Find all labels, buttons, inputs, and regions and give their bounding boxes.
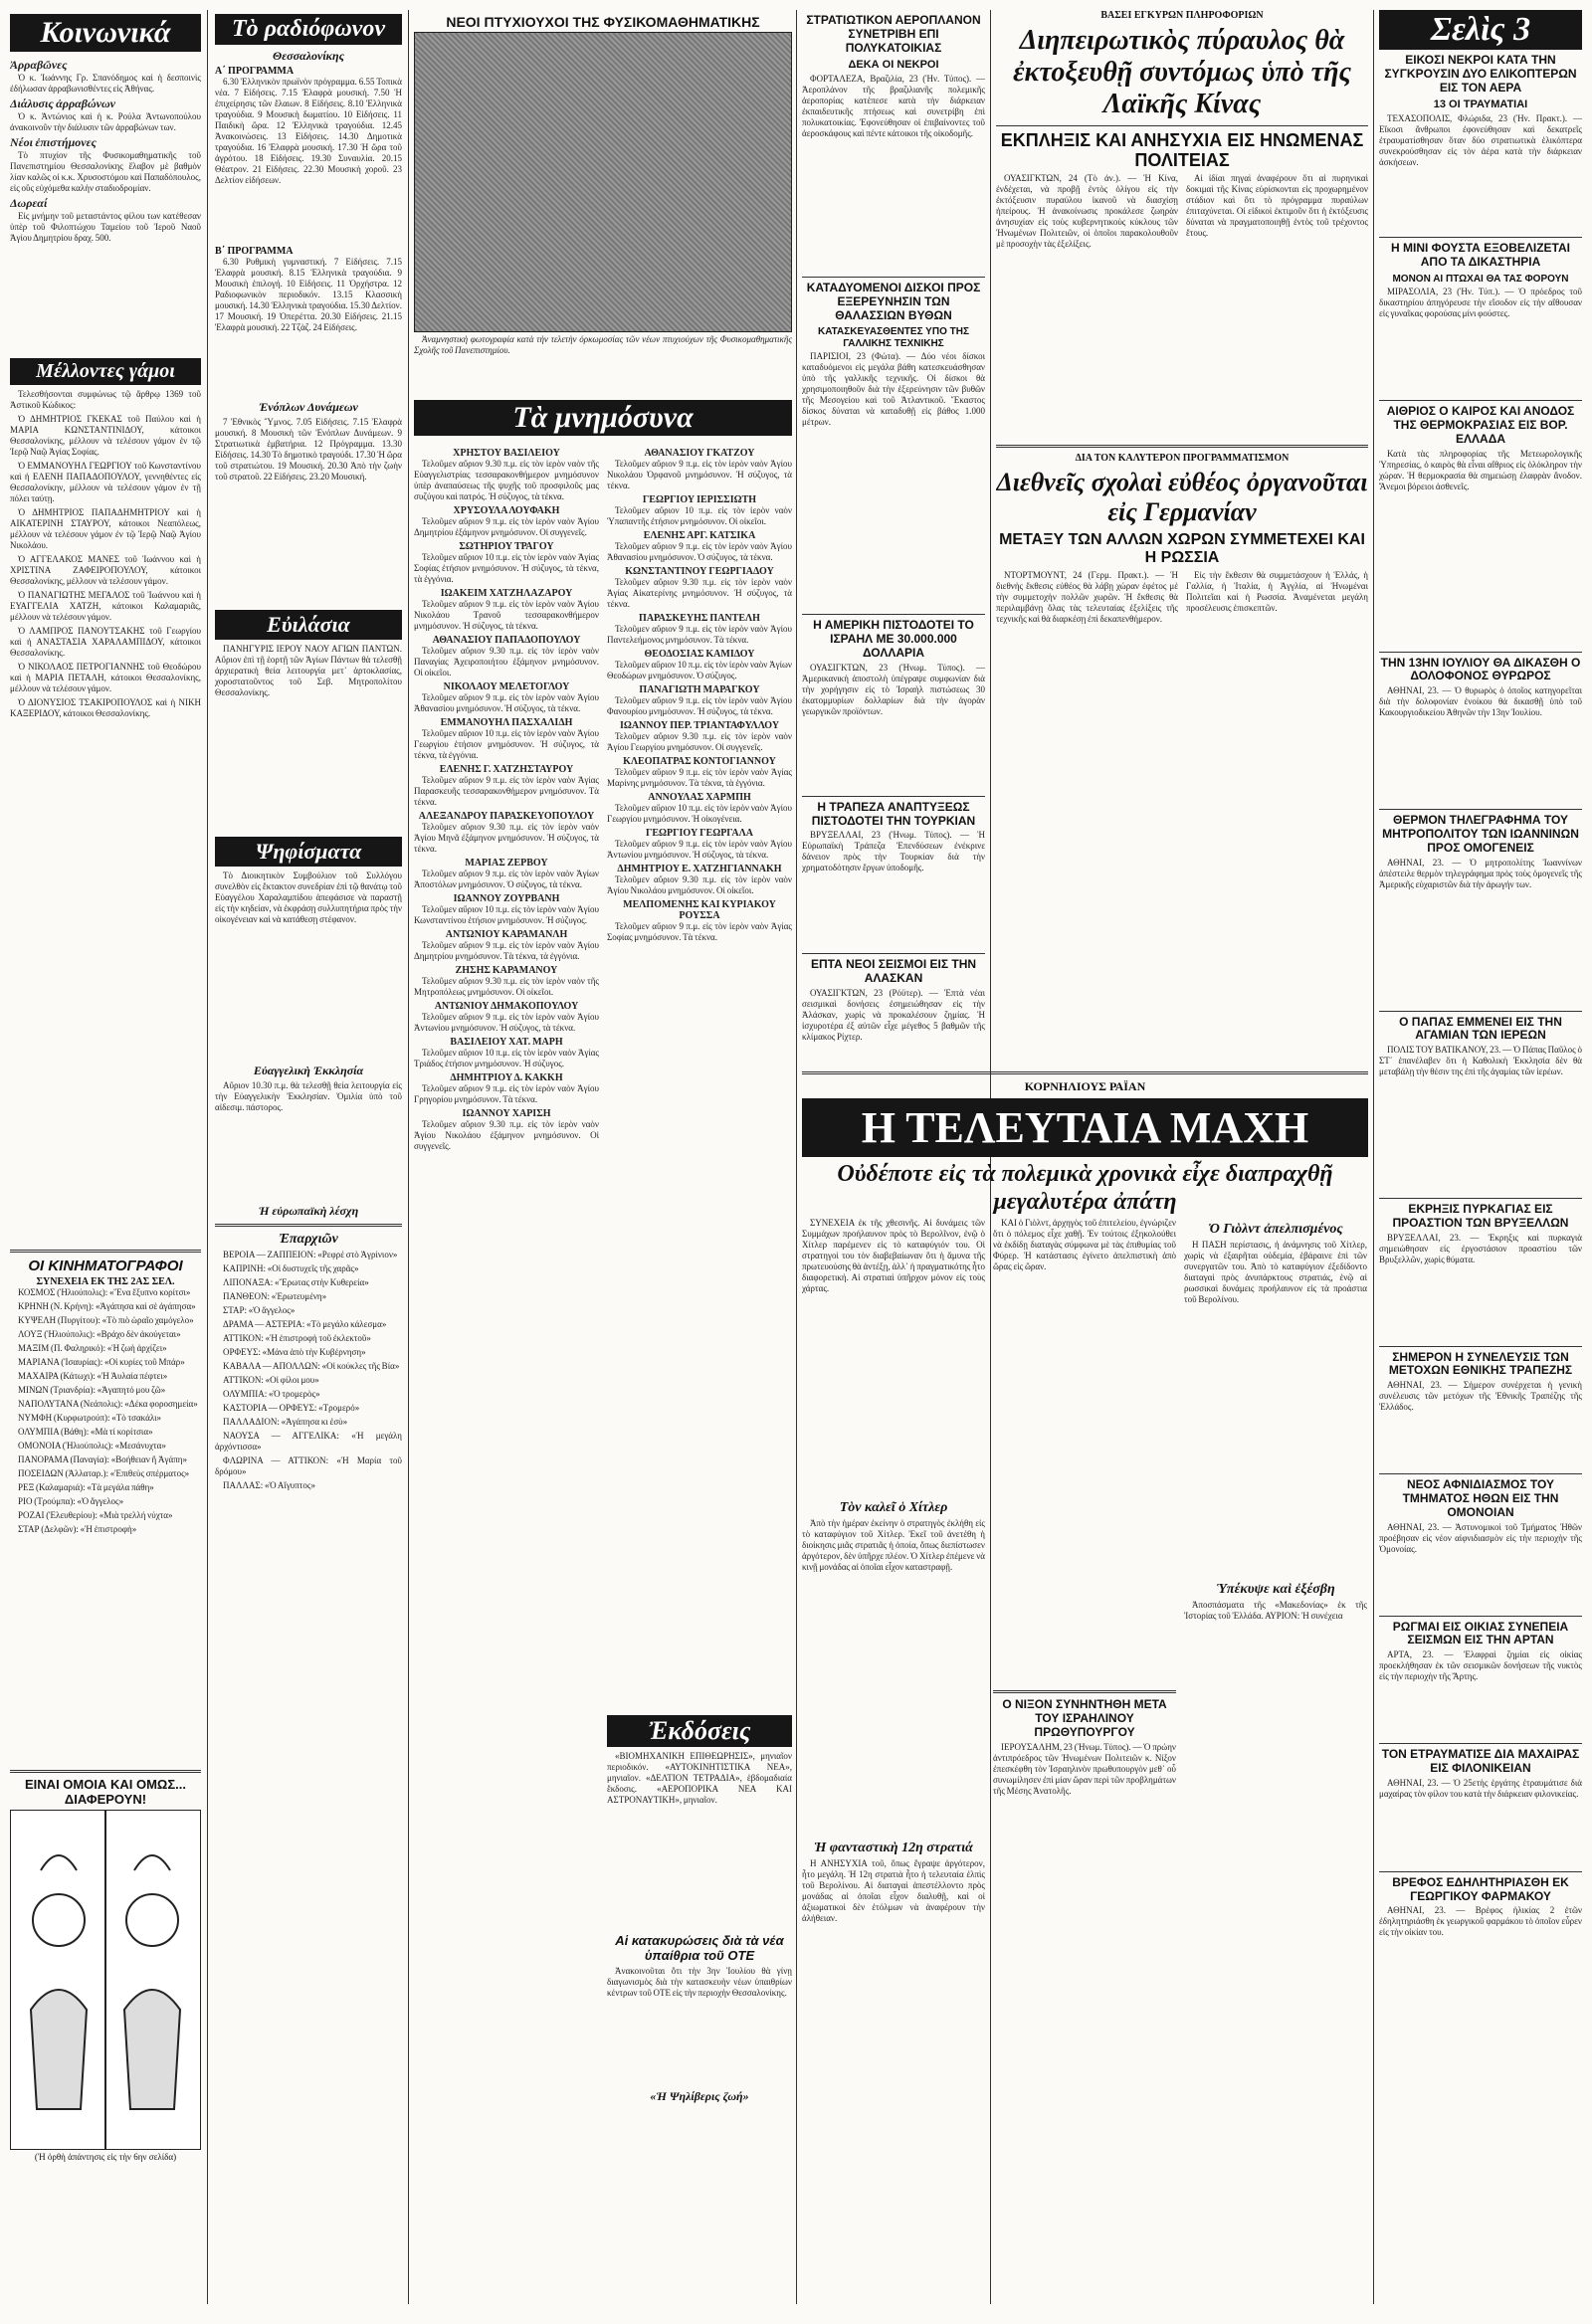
editions-text: «ΒΙΟΜΗΧΑΝΙΚΗ ΕΠΙΘΕΩΡΗΣΙΣ», μηνιαῖον περιοδικόν. «ΑΥΤΟΚΙΝΗΤΙΣΤΙΚΑ ΝΕΑ», μηνιαῖον. «ΔΕΛΤΙΟΝ ΤΕΤΡΑΔΙΑ», ἑβδομαδιαία ἔκδοσις. «ΑΕΡΟΠΟΡΙΚΑ ΝΕΑ ΚΑΙ ΑΣΤΡΟΝΑΥΤΙΚΗ», μηνιαῖον. (607, 1751, 792, 1805)
cinema-item: ΜΙΝΩΝ (Τριανδρία): «Ἀγαπητό μου ζῶ» (18, 1385, 166, 1396)
germany-subhead: ΜΕΤΑΞΥ ΤΩΝ ΑΛΛΩΝ ΧΩΡΩΝ ΣΥΜΜΕΤΕΧΕΙ ΚΑΙ Η ΡΩΣΣΙΑ (999, 530, 1365, 567)
votes-title: Ψηφίσματα (215, 837, 402, 867)
pope-text: ΠΟΛΙΣ ΤΟΥ ΒΑΤΙΚΑΝΟΥ, 23. — Ὁ Πάπας Παῦλος ὁ ΣΤ΄ ἐπανέλαβεν ὅτι ἡ Καθολικὴ Ἐκκλησία δὲν θὰ μεταβάλῃ τὴν θέσιν της ἐπὶ τῆς ἀγαμίας τῶν ἱερέων. (1379, 1045, 1582, 1077)
china-headline: Διηπειρωτικὸς πύραυλος θὰ ἐκτοξευθῇ συντόμως ὑπὸ τῆς Λαϊκῆς Κίνας (1013, 25, 1351, 120)
memorial-name: ΑΝΝΟΥΛΑΣ ΧΑΡΜΠΗ (648, 792, 751, 803)
announcements-text: ΠΑΝΗΓΥΡΙΣ ΙΕΡΟΥ ΝΑΟΥ ΑΓΙΩΝ ΠΑΝΤΩΝ. Αὔριον ἐπὶ τῇ ἑορτῇ τῶν Ἁγίων Πάντων θὰ τελεσθῇ ἀρχιερατικὴ θεία λειτουργία μετ᾽ ἀρτοκλασίας, χοροστατοῦντος τοῦ Σεβ. Μητροπολίτου Θεσσαλονίκης. (215, 644, 402, 697)
cartoon-drawing (11, 1811, 200, 2149)
province-item: ΑΤΤΙΚΟΝ: «Οἱ φίλοι μου» (223, 1375, 319, 1385)
radio-sub: Θεσσαλονίκης (273, 49, 344, 63)
memorial-text: Τελοῦμεν αὔριον 9 π.μ. εἰς τὸν ἱερὸν ναὸν Ἁγίας Παρασκευῆς τεσσαρακονθήμερον μνημόσυνον. Τὰ τέκνα. (414, 775, 599, 807)
votes-text: Τὸ Διοικητικὸν Συμβούλιον τοῦ Συλλόγου συνελθὸν εἰς ἔκτακτον συνεδρίαν ἐπὶ τῷ θανάτῳ τοῦ Εὐαγγέλου Χαραλαμπίδου ἀπεφάσισε νὰ παραστῇ εἰς τὴν κηδείαν, νὰ ἐκφράσῃ συλλυπητήρια πρὸς τὴν οἰκογένειαν καὶ νὰ κατάθεσῃ στέφανον. (215, 871, 402, 924)
memorial-text: Τελοῦμεν αὔριον 9.30 π.μ. εἰς τὸν ἱερὸν ναὸν τῆς Μητροπόλεως μνημόσυνον. Οἱ οἰκεῖοι. (414, 976, 599, 997)
memorial-name: ΑΘΑΝΑΣΙΟΥ ΓΚΑΤΖΟΥ (644, 448, 755, 459)
serial-text-3: Η ΑΝΗΣΥΧΙΑ τοῦ, ὅπως ἔγραψε ἀργότερον, ἦτο μεγάλη. Ἡ 12η στρατιὰ ἦτο ἡ τελευταία ἐλπὶς τοῦ Βερολίνου. Αἱ διαταγαὶ ἀπεστέλλοντο πρὸς μονάδας αἱ ὁποῖαι εἶχον διαλυθῇ, καὶ οἱ ἀξιωματικοὶ δὲν ἐτόλμων νὰ ἀναφέρουν τὴν ἀλήθειαν. (802, 1858, 985, 1924)
social-masthead: Κοινωνικά (10, 14, 201, 52)
memorial-name: ΚΛΕΟΠΑΤΡΑΣ ΚΟΝΤΟΓΙΑΝΝΟΥ (623, 756, 776, 767)
memorial-name: ΑΛΕΞΑΝΔΡΟΥ ΠΑΡΑΣΚΕΥΟΠΟΥΛΟΥ (418, 811, 595, 822)
memorials-title: Τὰ μνημόσυνα (414, 400, 792, 436)
memorial-name: ΑΝΤΩΝΙΟΥ ΚΑΡΑΜΑΝΛΗ (445, 929, 568, 940)
serial-text-2: Ἀπὸ τὴν ἡμέραν ἐκείνην ὁ στρατηγὸς ἐκλήθη εἰς τὸ καταφύγιον τοῦ Χίτλερ. Ἐκεῖ τοῦ ἀνετέθη ἡ διοίκησις μιᾶς στρατιᾶς ἡ ὁποία, ὅπως διεπίστωσεν ἀργότερον, δὲν ὑπῆρχε πλέον. Ὁ Χίτλερ ἐπέμενε νὰ κινῇ μονάδας αἱ ὁποῖαι εἶχον καταστραφῇ. (802, 1518, 985, 1573)
memorial-name: ΕΛΕΝΗΣ ΑΡΓ. ΚΑΤΣΙΚΑ (643, 530, 756, 541)
memorial-name: ΕΜΜΑΝΟΥΗΛ ΠΑΣΧΑΛΙΔΗ (440, 717, 573, 728)
cinema-item: ΟΛΥΜΠΙΑ (Βάθη): «Μὰ τί κορίτσια» (18, 1427, 153, 1438)
china-kicker: ΒΑΣΕΙ ΕΓΚΥΡΩΝ ΠΛΗΡΟΦΟΡΙΩΝ (1100, 10, 1264, 21)
serial-subtitle: Οὐδέποτε εἰς τὰ πολεμικὰ χρονικὰ εἶχε διαπραχθῇ μεγαλυτέρα ἀπάτη (837, 1161, 1333, 1215)
section-text: Ὁ κ. Ἀντώνιος καὶ ἡ κ. Ρούλα Ἀντωνοπούλου ἀνακοινοῦν τὴν διάλυσιν τῶν ἀρραβώνων των. (10, 111, 201, 132)
province-item: ΠΑΛΛΑΣ: «Ὁ Αἴγυπτος» (223, 1480, 315, 1490)
armed-forces-text: 7 Ἐθνικὸς Ὕμνος. 7.05 Εἰδήσεις. 7.15 Ἐλαφρὰ μουσική. 8 Μουσικὴ τῶν Ἐνόπλων Δυνάμεων. 9 Στρατιωτικὰ ἐμβατήρια. 12 Πρόγραμμα. 13.30 Εἰδήσεις. 14.30 Τὸ δημοτικὸ τραγούδι. 17.30 Ἡ ὥρα τοῦ στρατιώτου. 19 Μουσική. 20.30 Ἀπὸ τὴν ζωὴν τοῦ στρατοῦ. 22 Εἰδήσεις. 23.20 Μουσική. (215, 417, 402, 482)
memorial-name: ΜΑΡΙΑΣ ΖΕΡΒΟΥ (465, 858, 548, 869)
skirt-text: ΜΙΡΑΣΟΛΙΑ, 23 (Ἠν. Τύπ.). — Ὁ πρόεδρος τοῦ δικαστηρίου ἀπηγόρευσε τὴν εἴσοδον εἰς τὴν αἴθουσαν εἰς γυναῖκας φορούσας μίνι φούστες. (1379, 287, 1582, 319)
province-item: ΚΑΒΑΛΑ — ΑΠΟΛΛΩΝ: «Οἱ κούκλες τῆς Βία» (223, 1361, 400, 1371)
cinema-item: ΡΟΖΑΙ (Ἐλευθερίου): «Μιὰ τρελλή νύχτα» (18, 1510, 173, 1521)
cinema-item: ΟΜΟΝΟΙΑ (Ἡλιούπολις): «Μεσάνυχτα» (18, 1441, 166, 1452)
wedding-item: Ὁ ΛΑΜΠΡΟΣ ΠΑΝΟΥΤΣΑΚΗΣ τοῦ Γεωργίου καὶ ἡ ΑΝΑΣΤΑΣΙΑ ΧΑΡΑΛΑΜΠΙΔΟΥ, κάτοικοι Θεσσαλονίκης. (10, 626, 201, 658)
section-title: Ἀρραβῶνες (10, 58, 68, 72)
provinces-list (215, 1250, 402, 1807)
memorial-text: Τελοῦμεν αὔριον 9 π.μ. εἰς τὸν ἱερὸν ναὸν Ἁγίου Ἀντωνίου μνημόσυνον. Ἡ σύζυγος, τὰ τέκνα. (607, 839, 792, 860)
memorial-text: Τελοῦμεν αὔριον 9.30 π.μ. εἰς τὸν ἱερὸν ναὸν τῆς Εὐαγγελιστρίας τεσσαρακονθήμερον μνημόσυνον ὑπὲρ ἀναπαύσεως τῆς ψυχῆς τοῦ προσφιλοῦς μας συζύγου καὶ πατρός. Ἡ σύζυγος, τὰ τέκνα. (414, 459, 599, 501)
nixon-title: Ο ΝΙΞΟΝ ΣΥΝΗΝΤΗΘΗ ΜΕΤΑ ΤΟΥ ΙΣΡΑΗΛΙΝΟΥ ΠΡΩΘΥΠΟΥΡΓΟΥ (1002, 1697, 1167, 1739)
cracks-text: ΑΡΤΑ, 23. — Ἐλαφραὶ ζημίαι εἰς οἰκίας προεκλήθησαν ἐκ τῶν σεισμικῶν δονήσεων τῆς νυκτὸς εἰς τὴν περιοχὴν τῆς Ἄρτης. (1379, 1649, 1582, 1682)
memorial-text: Τελοῦμεν αὔριον 10 π.μ. εἰς τὸν ἱερὸν ναὸν Ἁγίου Κωνσταντίνου ἐτήσιον μνημόσυνον. Ἡ σύζυγος. (414, 904, 599, 925)
section-text: Τὸ πτυχίον τῆς Φυσικομαθηματικῆς τοῦ Πανεπιστημίου Θεσσαλονίκης ἔλαβον μὲ βαθμὸν λίαν καλῶς οἱ κ.κ. Χρυσοστόμου καὶ Παπαδόπουλος, εἰς οὓς εὐχόμεθα καλὴν σταδιοδρομίαν. (10, 150, 201, 193)
cracks-title: ΡΩΓΜΑΙ ΕΙΣ ΟΙΚΙΑΣ ΣΥΝΕΠΕΙΑ ΣΕΙΣΜΩΝ ΕΙΣ ΤΗΝ ΑΡΤΑΝ (1392, 1619, 1569, 1647)
club-title: Ἡ εὐρωπαϊκὴ λέσχη (258, 1204, 359, 1218)
province-item: ΒΕΡΟΙΑ — ΖΑΠΠΕΙΟΝ: «Ρεφρέ στὸ Ἀγρίνιον» (223, 1250, 398, 1259)
memorial-text: Τελοῦμεν αὔριον 9.30 π.μ. εἰς τὸν ἱερὸν ναὸν Ἁγίου Νικολάου μνημόσυνον. Οἱ οἰκεῖοι. (607, 874, 792, 895)
cartoon-footer: (Ἡ ὀρθὴ ἀπάντησις εἰς τὴν 6ην σελίδα) (34, 2152, 177, 2163)
memorial-text: Τελοῦμεν αὔριον 9 π.μ. εἰς τὸν ἱερὸν ναὸν Ἁγίου Ἀθανασίου μνημόσυνον. Ὁ σύζυγος, τὰ τέκνα. (607, 541, 792, 562)
serial-footer: Ἀποσπάσματα τῆς «Μακεδονίας» ἐκ τῆς Ἱστορίας τοῦ Ἐλλάδα. ΑΥΡΙΟΝ: Ἡ συνέχεια (1184, 1600, 1367, 1622)
cinema-item: ΚΥΨΕΛΗ (Πυργίτου): «Τὸ πιὸ ὡραῖο χαμόγελο» (18, 1315, 194, 1326)
cinema-item: ΡΙΟ (Τρούμπα): «Ὁ ἄγγελος» (18, 1496, 124, 1507)
province-item: ΣΤΑΡ: «Ὁ ἄγγελος» (223, 1305, 296, 1315)
column-rule (408, 10, 409, 2304)
cinema-item: ΛΟΥΞ (Ἡλιούπολις): «Βράχο δὲν ἀκούγεται» (18, 1329, 181, 1340)
serial-heading-3: Ὁ Γιὸλντ ἀπελπισμένος (1208, 1222, 1343, 1238)
memorial-name: ΘΕΟΔΟΣΙΑΣ ΚΑΜΙΔΟΥ (644, 649, 755, 660)
helicopter-text: ΤΕΧΑΣΟΠΟΛΙΣ, Φλώριδα, 23 (Ἠν. Πρακτ.). — Εἴκοσι ἄνθρωποι ἐφονεύθησαν καὶ δεκατρεῖς ἐτραυματίσθησαν ὅταν δύο στρατιωτικὰ ἑλικόπτερα συνεκρούσθησαν εἰς τὸν ἀέρα κατὰ τὴν διάρκειαν ἀσκήσεων. (1379, 113, 1582, 168)
memorial-text: Τελοῦμεν αὔριον 9 π.μ. εἰς τὸν ἱερὸν ναὸν Ἁγίας Μαρίνης μνημόσυνον. Τὰ τέκνα, τὰ ἐγγόνια. (607, 767, 792, 788)
memorial-name: ΣΩΤΗΡΙΟΥ ΤΡΑΓΟΥ (459, 541, 554, 552)
province-item: ΟΛΥΜΠΙΑ: «Ὁ τρομερὸς» (223, 1389, 320, 1399)
newspaper-page (10, 10, 1582, 2304)
graduates-photo (414, 32, 792, 332)
skirt-sub: ΜΟΝΟΝ ΑΙ ΠΤΩΧΑΙ ΘΑ ΤΑΣ ΦΟΡΟΥΝ (1392, 273, 1569, 285)
memorial-text: Τελοῦμεν αὔριον 9 π.μ. εἰς τὸν ἱερὸν ναὸν Ἁγίου Νικολάου Ὀρφανοῦ μνημόσυνον. Ἡ σύζυγος, τὰ τέκνα. (607, 459, 792, 490)
cinema-title: ΟΙ ΚΙΝΗΜΑΤΟΓΡΑΦΟΙ (28, 1258, 183, 1274)
memorial-name: ΑΘΑΝΑΣΙΟΥ ΠΑΠΑΔΟΠΟΥΛΟΥ (432, 635, 581, 646)
disks-title: ΚΑΤΑΔΥΟΜΕΝΟΙ ΔΙΣΚΟΙ ΠΡΟΣ ΕΞΕΡΕΥΝΗΣΙΝ ΤΩΝ ΘΑΛΑΣΣΙΩΝ ΒΥΘΩΝ (806, 281, 981, 322)
column-news-a (802, 10, 985, 1065)
provinces-title: Ἐπαρχιῶν (279, 1232, 338, 1247)
israel-title: Η ΑΜΕΡΙΚΗ ΠΙΣΤΟΔΟΤΕΙ ΤΟ ΙΣΡΑΗΛ ΜΕ 30.000.000 ΔΟΛΛΑΡΙΑ (813, 618, 974, 661)
province-item: ΑΤΤΙΚΟΝ: «Ἡ ἐπιστροφὴ τοῦ ἐκλεκτοῦ» (223, 1333, 371, 1343)
disks-text: ΠΑΡΙΣΙΟΙ, 23 (Φώτα). — Δύο νέοι δίσκοι καταδυόμενοι εἰς μεγάλα βάθη κατεσκευάσθησαν ὑπὸ τῆς γαλλικῆς τεχνικῆς. Οἱ δίσκοι θὰ χρησιμοποιηθοῦν διὰ τὴν ἐξερεύνησιν τῶν βυθῶν τῆς Μεσογείου καὶ τοῦ Ἀτλαντικοῦ. Ἕκαστος δίσκος δύναται νὰ καταδυθῇ εἰς βάθος 1.000 μέτρων. (802, 351, 985, 428)
cinema-item: ΝΥΜΦΗ (Κυρφωτρούπ): «Τὸ τσακάλι» (18, 1413, 162, 1424)
column-rule (207, 10, 208, 2304)
church-text: Αὔριον 10.30 π.μ. θὰ τελεσθῇ θεία λειτουργία εἰς τὴν Εὐαγγελικὴν Ἐκκλησίαν. Ὁμιλία ὑπὸ τοῦ αἰδεσιμ. πάστορος. (215, 1080, 402, 1112)
wedding-item: Τελεσθήσονται συμφώνως τῷ ἄρθρῳ 1369 τοῦ Ἀστικοῦ Κώδικος: (10, 389, 201, 410)
memorial-name: ΔΗΜΗΤΡΙΟΥ Ε. ΧΑΤΖΗΓΙΑΝΝΑΚΗ (617, 864, 782, 874)
weather-title: ΑΙΘΡΙΟΣ Ο ΚΑΙΡΟΣ ΚΑΙ ΑΝΟΔΟΣ ΤΗΣ ΘΕΡΜΟΚΡΑΣΙΑΣ ΕΙΣ ΒΟΡ. ΕΛΛΑΔΑ (1386, 404, 1575, 446)
trial-text: ΑΘΗΝΑΙ, 23. — Ὁ θυρωρὸς ὁ ὁποῖος κατηγορεῖται διὰ τὴν δολοφονίαν ἐνοίκου θὰ δικασθῇ ὑπὸ τοῦ Κακουργιοδικείου Ἀθηνῶν τὴν 13ην Ἰουλίου. (1379, 685, 1582, 718)
cartoon-image (10, 1810, 201, 2150)
bank-title: Η ΤΡΑΠΕΖΑ ΑΝΑΠΤΥΞΕΩΣ ΠΙΣΤΟΔΟΤΕΙ ΤΗΝ ΤΟΥΡΚΙΑΝ (811, 799, 976, 828)
china-story (996, 10, 1368, 438)
programme-b-title: Β΄ ΠΡΟΓΡΑΜΜΑ (215, 246, 294, 257)
province-item: ΠΑΛΛΑΔΙΟΝ: «Ἀγάπησα κι ἐσὺ» (223, 1417, 348, 1427)
memorial-name: ΙΩΑΝΝΟΥ ΠΕΡ. ΤΡΙΑΝΤΑΦΥΛΛΟΥ (619, 720, 780, 731)
israel-text: ΟΥΑΣΙΓΚΤΩΝ, 23 (Ἠνωμ. Τύπος). — Ἀμερικανικὴ ἀποστολὴ ὑπέγραψε συμφωνίαν διὰ τὴν χορήγησιν εἰς τὸ Ἰσραὴλ πιστώσεως 30 ἑκατομμυρίων δολλαρίων διὰ τὴν ἀγορὰν γεωργικῶν προϊόντων. (802, 662, 985, 716)
otc-text: Ἀνακοινοῦται ὅτι τὴν 3ην Ἰουλίου θὰ γίνῃ διαγωνισμὸς διὰ τὴν κατασκευὴν νέων ὑπαιθρίων κέντρων τοῦ ΟΤΕ εἰς τὴν περιοχὴν Θεσσαλονίκης. (607, 1965, 792, 1998)
bank-meeting-title: ΣΗΜΕΡΟΝ Η ΣΥΝΕΛΕΥΣΙΣ ΤΩΝ ΜΕΤΟΧΩΝ ΕΘΝΙΚΗΣ ΤΡΑΠΕΖΗΣ (1388, 1349, 1573, 1378)
memorial-name: ΠΑΡΑΣΚΕΥΗΣ ΠΑΝΤΕΛΗ (639, 613, 760, 624)
cinema-item: ΜΑΞΙΜ (Π. Φαληρικό): «Ἡ ζωὴ ἀρχίζει» (18, 1343, 167, 1354)
raid-text: ΑΘΗΝΑΙ, 23. — Ἀστυνομικοὶ τοῦ Τμήματος Ἠθῶν προέβησαν εἰς νέον αἰφνιδιασμὸν εἰς τὴν περιοχὴν τῆς Ὁμονοίας. (1379, 1521, 1582, 1554)
nixon-text: ΙΕΡΟΥΣΑΛΗΜ, 23 (Ἠνωμ. Τύπος). — Ὁ πρώην ἀντιπρόεδρος τῶν Ἠνωμένων Πολιτειῶν κ. Νίξον ἐπεσκέφθη τὸν Ἰσραηλινὸν πρωθυπουργὸν μεθ᾽ οὗ συνωμίλησεν ἐπὶ μίαν ὥραν περὶ τῶν προβλημάτων τῆς Μέσης Ἀνατολῆς. (993, 1741, 1176, 1796)
poison-title: ΒΡΕΦΟΣ ΕΔΗΛΗΤΗΡΙΑΣΘΗ ΕΚ ΓΕΩΡΓΙΚΟΥ ΦΑΡΜΑΚΟΥ (1392, 1874, 1569, 1903)
cinema-item: ΝΑΠΟΛΥΤΑΝΑ (Νεάπολις): «Δέκα φοροσημεία» (18, 1399, 198, 1410)
germany-headline: Διεθνεῖς σχολαὶ εὐθέος ὀργανοῦται εἰς Γερμανίαν (996, 468, 1368, 526)
serial-text-1: ΣΥΝΕΧΕΙΑ ἐκ τῆς χθεσινῆς. Αἱ δυνάμεις τῶν Συμμάχων προήλαυνον πρὸς τὸ Βερολῖνον, ἐνῷ ὁ Χίτλερ παρέμενεν εἰς τὸ καταφύγιόν του. Οἱ στρατηγοὶ του τὸν διαβεβαίωναν ὅτι ἡ ἄμυνα τῆς πρωτευούσης θὰ ἀντέξῃ, ἀλλ᾽ ἡ πραγματικότης ἦτο διαφορετική. Αἱ στρατιαὶ ὑπῆρχον μόνον εἰς τοὺς χάρτας. (802, 1218, 985, 1294)
memorial-name: ΕΛΕΝΗΣ Γ. ΧΑΤΖΗΣΤΑΥΡΟΥ (439, 764, 574, 775)
plane-crash-text: ΦΟΡΤΑΛΕΖΑ, Βραζιλία, 23 (Ἠν. Τύπος). — Ἀεροπλάνον τῆς βραζιλιανῆς πολεμικῆς ἀεροπορίας κατέπεσε κατὰ τὴν διάρκειαν ἐκπαιδευτικῆς πτήσεως καὶ συνετρίβη ἐπὶ πολυκατοικίας. Ἐφονεύθησαν οἱ ἐπιβαίνοντες τοῦ ἀεροσκάφους καὶ πέντε κάτοικοι τῆς οἰκοδομῆς. (802, 74, 985, 139)
knife-text: ΑΘΗΝΑΙ, 23. — Ὁ 25ετὴς ἐργάτης ἐτραυμάτισε διὰ μαχαίρας τὸν φίλον του κατὰ τὴν διάρκειαν φιλονικείας. (1379, 1777, 1582, 1799)
memorial-name: ΓΕΩΡΓΙΟΥ ΓΕΩΡΓΑΛΑ (646, 828, 753, 839)
armed-forces-title: Ἐνόπλων Δυνάμεων (259, 400, 358, 414)
editions-title: Ἐκδόσεις (607, 1715, 792, 1747)
germany-kicker: ΔΙΑ ΤΟΝ ΚΑΛΥΤΕΡΟΝ ΠΡΟΓΡΑΜΜΑΤΙΣΜΟΝ (1075, 453, 1290, 464)
serial-heading-2: Ἡ φανταστικὴ 12η στρατιά (814, 1840, 973, 1856)
memorials-header (414, 400, 792, 440)
helicopter-title: ΕΙΚΟΣΙ ΝΕΚΡΟΙ ΚΑΤΑ ΤΗΝ ΣΥΓΚΡΟΥΣΙΝ ΔΥΟ ΕΛΙΚΟΠΤΕΡΩΝ ΕΙΣ ΤΟΝ ΑΕΡΑ (1384, 53, 1577, 95)
memorial-text: Τελοῦμεν αὔριον 10 π.μ. εἰς τὸν ἱερὸν ναὸν Ἁγίων Θεοδώρων μνημόσυνον. Ὁ σύζυγος. (607, 660, 792, 680)
memorial-name: ΚΩΝΣΤΑΝΤΙΝΟΥ ΓΕΩΡΓΙΑΔΟΥ (625, 566, 774, 577)
memorial-name: ΧΡΥΣΟΥΛΑ ΛΟΥΦΑΚΗ (453, 505, 560, 516)
memorial-name: ΠΑΝΑΓΙΩΤΗ ΜΑΡΑΓΚΟΥ (639, 684, 760, 695)
cinema-item: ΣΤΑΡ (Δελφῶν): «Ἡ ἐπιστροφὴ» (18, 1524, 137, 1535)
memorial-text: Τελοῦμεν αὔριον 9.30 π.μ. εἰς τὸν ἱερὸν ναὸν Ἁγίου Μηνᾶ ἐξάμηνον μνημόσυνον. Ἡ σύζυγος, τὰ τέκνα. (414, 822, 599, 854)
alaska-text: ΟΥΑΣΙΓΚΤΩΝ, 23 (Ρόϋτερ). — Ἑπτὰ νέαι σεισμικαὶ δονήσεις ἐσημειώθησαν εἰς τὴν Ἀλάσκαν, χωρὶς νὰ προκαλέσουν ζημίας. Ἡ ἰσχυροτέρα ἐξ αὐτῶν εἶχε μέγεθος 5 βαθμῶν τῆς κλίμακος Ρίχτερ. (802, 988, 985, 1042)
province-item: ΟΡΦΕΥΣ: «Μάνα ἀπὸ τὴν Κυβέρνηση» (223, 1347, 366, 1357)
memorial-text: Τελοῦμεν αὔριον 9 π.μ. εἰς τὸν ἱερὸν ναὸν Ἁγίου Φανουρίου μνημόσυνον. Ἡ σύζυγος, τὰ τέκνα. (607, 695, 792, 716)
memorial-name: ΖΗΣΗΣ ΚΑΡΑΜΑΝΟΥ (455, 965, 558, 976)
province-item: ΛΙΠΟΝΑΞΑ: «Ἔρωτας στὴν Κυθερεία» (223, 1277, 369, 1287)
cinema-list (10, 1287, 201, 1765)
cinema-item: ΠΟΣΕΙΔΩΝ (Ἀλλαταρ.): «Ἐπιθεὺς σπέρματος» (18, 1468, 190, 1479)
telegram-text: ΑΘΗΝΑΙ, 23. — Ὁ μητροπολίτης Ἰωαννίνων ἀπέστειλε θερμὸν τηλεγράφημα πρὸς τοὺς ὁμογενεῖς τῆς Ἀμερικῆς εὐχαριστῶν διὰ τὴν ἀρωγήν των. (1379, 857, 1582, 889)
section-title: Διάλυσις ἀρραβώνων (10, 97, 115, 110)
column-rule (796, 10, 797, 2304)
china-subhead: ΕΚΠΛΗΞΙΣ ΚΑΙ ΑΝΗΣΥΧΙΑ ΕΙΣ ΗΝΩΜΕΝΑΣ ΠΟΛΙΤΕΙΑΣ (1000, 129, 1364, 171)
telegram-title: ΘΕΡΜΟΝ ΤΗΛΕΓΡΑΦΗΜΑ ΤΟΥ ΜΗΤΡΟΠΟΛΙΤΟΥ ΤΩΝ ΙΩΑΝΝΙΝΩΝ ΠΡΟΣ ΟΜΟΓΕΝΕΙΣ (1382, 813, 1579, 855)
memorial-name: ΓΕΩΡΓΙΟΥ ΙΕΡΙΣΣΙΩΤΗ (642, 494, 757, 505)
page-number-badge: Σελὶς 3 (1379, 10, 1582, 50)
province-item: ΝΑΟΥΣΑ — ΑΓΓΕΛΙΚΑ: «Ἡ μεγάλη ἀρχόντισσα» (215, 1431, 402, 1452)
serial-text-5: Η ΠΑΣΗ περίστασις, ἡ ἀνάμνησις τοῦ Χίτλερ, χωρὶς νὰ ἐξαιρῆται οὐδεμία, ἐβάραινε ἐπὶ τῶν συνεργατῶν του. Ἀπὸ τὸ καταφύγιον ἐξεδίδοντο διαταγαὶ πρὸς ἀνυπάρκτους στρατιάς, ἐνῷ αἱ ρωσσικαὶ δυνάμεις προήλαυνον εἰς τὰ προάστια τοῦ Βερολίνου. (1184, 1240, 1367, 1305)
fire-title: ΕΚΡΗΞΙΣ ΠΥΡΚΑΓΙΑΣ ΕΙΣ ΠΡΟΑΣΤΙΟΝ ΤΩΝ ΒΡΥΞΕΛΛΩΝ (1392, 1202, 1569, 1230)
memorial-name: ΔΗΜΗΤΡΙΟΥ Δ. ΚΑΚΚΗ (450, 1072, 563, 1083)
memorials-list-a (414, 448, 599, 2298)
cinema-item: ΠΑΝΟΡΑΜΑ (Παναγία): «Βοήθειαν ἢ Ἀγάπη» (18, 1454, 187, 1465)
skirt-title: Η ΜΙΝΙ ΦΟΥΣΤΑ ΕΞΟΒΕΛΙΖΕΤΑΙ ΑΠΟ ΤΑ ΔΙΚΑΣΤΗΡΙΑ (1391, 241, 1570, 269)
photo-title: ΝΕΟΙ ΠΤΥΧΙΟΥΧΟΙ ΤΗΣ ΦΥΣΙΚΟΜΑΘΗΜΑΤΙΚΗΣ (446, 14, 760, 30)
cinema-item: ΜΑΡΙΑΝΑ (Ἰσαυρίας): «Οἱ κυρίες τοῦ Μπάρ» (18, 1357, 185, 1368)
fire-text: ΒΡΥΞΕΛΛΑΙ, 23. — Ἐκρηξις καὶ πυρκαγιὰ σημειώθησαν εἰς ἐργοστάσιον προαστίου τῶν Βρυξελλῶν, χωρὶς θύματα. (1379, 1232, 1582, 1264)
raid-title: ΝΕΟΣ ΑΦΝΙΔΙΑΣΜΟΣ ΤΟΥ ΤΜΗΜΑΤΟΣ ΗΘΩΝ ΕΙΣ ΤΗΝ ΟΜΟΝΟΙΑΝ (1402, 1477, 1559, 1519)
wedding-item: Ὁ ΔΙΟΝΥΣΙΟΣ ΤΣΑΚΙΡΟΠΟΥΛΟΣ καὶ ἡ ΝΙΚΗ ΚΑΞΕΡΙΔΟΥ, κάτοικοι Θεσσαλονίκης. (10, 697, 201, 718)
memorial-name: ΒΑΣΙΛΕΙΟΥ ΧΑΤ. ΜΑΡΗ (450, 1037, 563, 1048)
bank-text: ΒΡΥΞΕΛΛΑΙ, 23 (Ἠνωμ. Τύπος). — Ἡ Εὐρωπαϊκὴ Τράπεζα Ἐπενδύσεων ἐνέκρινε δάνειον πρὸς τὴν Τουρκίαν διὰ τὴν χρηματοδότησιν ἔργων ὑποδομῆς. (802, 830, 985, 873)
programme-a-title: Α΄ ΠΡΟΓΡΑΜΜΑ (215, 66, 295, 77)
column-rule (1373, 10, 1374, 2304)
cinema-item: ΜΑΧΑΙΡΑ (Κάτωχι): «Ἡ Ἀυλαία πέφτει» (18, 1371, 168, 1382)
province-item: ΦΛΩΡΙΝΑ — ΑΤΤΙΚΟΝ: «Ἡ Μαρία τοῦ δρόμου» (215, 1455, 402, 1476)
memorial-name: ΝΙΚΟΛΑΟΥ ΜΕΛΕΤΟΓΛΟΥ (443, 681, 570, 692)
disks-sub: ΚΑΤΑΣΚΕΥΑΣΘΕΝΤΕΣ ΥΠΟ ΤΗΣ ΓΑΛΛΙΚΗΣ ΤΕΧΝΙΚΗΣ (818, 326, 969, 349)
column-memorials-a (414, 448, 599, 2304)
section-text: Εἰς μνήμην τοῦ μεταστάντος φίλου των κατέθεσαν ὑπὲρ τοῦ Φιλοπτώχου Ταμείου τοῦ Ἱεροῦ Ναοῦ Ἁγίου Δημητρίου δραχ. 500. (10, 211, 201, 243)
cinema-item: ΡΕΞ (Καλαμαριά): «Τὰ μεγάλα πάθη» (18, 1482, 154, 1493)
cinema-item: ΚΟΣΜΟΣ (Ἡλιούπολις): «Ἕνα ἔξυπνο κορίτσι» (18, 1287, 191, 1298)
column-news-b (1379, 10, 1582, 2304)
cartoon-caption: ΕΙΝΑΙ ΟΜΟΙΑ ΚΑΙ ΟΜΩΣ... ΔΙΑΦΕΡΟΥΝ! (25, 1777, 186, 1808)
weather-text: Κατὰ τὰς πληροφορίας τῆς Μετεωρολογικῆς Ὑπηρεσίας, ὁ καιρὸς θὰ εἶναι αἴθριος εἰς ὁλόκληρον τὴν χώραν. Ἡ θερμοκρασία θὰ σημειώσῃ ἐλαφρὰν ἄνοδον. Ἄνεμοι βόρειοι ἀσθενεῖς. (1379, 448, 1582, 491)
serial-heading-4: Ὑπέκυψε καὶ ἐξέσβη (1216, 1582, 1335, 1598)
memorial-text: Τελοῦμεν αὔριον 10 π.μ. εἰς τὸν ἱερὸν ναὸν Ἁγίου Γεωργίου ἐτήσιον μνημόσυνον. Ἡ σύζυγος, τὰ τέκνα, τὰ ἐγγόνια. (414, 728, 599, 760)
germany-text-b: Εἰς τὴν ἔκθεσιν θὰ συμμετάσχουν ἡ Ἑλλάς, ἡ Γαλλία, ἡ Ἰταλία, ἡ Ἀγγλία, αἱ Ἠνωμέναι Πολιτεῖαι καὶ ἡ Ρωσσία. Ἀναμένεται μεγάλη προσέλευσις ἐπισκεπτῶν. (1186, 569, 1368, 613)
church-title: Εὐαγγελικὴ Ἐκκλησία (253, 1064, 364, 1077)
province-item: ΠΑΝΘΕΟΝ: «Ἐρωτευμένη» (223, 1291, 327, 1301)
weddings-title: Μέλλοντες γάμοι (10, 358, 201, 385)
memorial-name: ΙΩΑΝΝΟΥ ΖΟΥΡΒΑΝΗ (453, 893, 560, 904)
cinema-item: ΚΡΗΝΗ (Ν. Κρήνη): «Ἀγάπησα καὶ σὲ ἀγάπησα» (18, 1301, 196, 1312)
programme-b-text: 6.30 Ρυθμικὴ γυμναστική. 7 Εἰδήσεις. 7.15 Ἐλαφρὰ μουσική. 8.15 Ἑλληνικὰ τραγούδια. 9 Μουσικὴ ἐπιλογή. 10 Εἰδήσεις. 11 Ὀρχήστρα. 12 Ραδιοφωνικὸν περιοδικόν. 13.15 Κλασσικὴ μουσική. 14.30 Ἑλληνικὰ τραγούδια. 15.30 Δελτίον. 17 Μουσική. 19 Ὀπερέττα. 20.30 Εἰδήσεις. 21.15 Ἐλαφρὰ μουσική. 22 Τζὰζ. 24 Εἰδήσεις. (215, 257, 402, 332)
memorial-text: Τελοῦμεν αὔριον 9 π.μ. εἰς τὸν ἱερὸν ναὸν Ἁγίου Ἀθανασίου μνημόσυνον. Ἡ σύζυγος, τὰ τέκνα. (414, 692, 599, 713)
serial-story (802, 1066, 1368, 2304)
poison-text: ΑΘΗΝΑΙ, 23. — Βρέφος ἡλικίας 2 ἐτῶν ἐδηλητηριάσθη ἐκ γεωργικοῦ φαρμάκου τὸ ὁποῖον εὗρεν εἰς τὴν οἰκίαν του. (1379, 1905, 1582, 1938)
wedding-item: Ὁ ΔΗΜΗΤΡΙΟΣ ΓΚΕΚΑΣ τοῦ Παύλου καὶ ἡ ΜΑΡΙΑ ΚΩΝΣΤΑΝΤΙΝΙΔΟΥ, κάτοικοι Θεσσαλονίκης, μέλλουν νὰ τελέσουν γάμον ἐν τῷ Ἱερῷ Ναῷ Ἁγίας Σοφίας. (10, 414, 201, 457)
memorial-text: Τελοῦμεν αὔριον 9 π.μ. εἰς τὸν ἱερὸν ναὸν Ἁγίου Παντελεήμονος μνημόσυνον. Τὰ τέκνα. (607, 624, 792, 645)
section-title: Δωρεαί (10, 196, 48, 210)
memorial-name: ΙΩΑΝΝΟΥ ΧΑΡΙΣΗ (462, 1108, 551, 1119)
column-memorials-b (607, 448, 792, 2304)
memorial-text: Τελοῦμεν αὔριον 10 π.μ. εἰς τὸν ἱερὸν ναὸν Ἁγίας Τριάδος ἐτήσιον μνημόσυνον. Ἡ σύζυγος. (414, 1048, 599, 1068)
memorial-text: Τελοῦμεν αὔριον 9.30 π.μ. εἰς τὸν ἱερὸν ναὸν Παναγίας Ἀχειροποιήτου ἐξάμηνον μνημόσυνον. Οἱ οἰκεῖοι. (414, 646, 599, 678)
memorial-text: Τελοῦμεν αὔριον 9 π.μ. εἰς τὸν ἱερὸν ναὸν Ἁγίου Νικολάου Τρανοῦ τεσσαρακονθήμερον μνημόσυνον. Ἡ σύζυγος, τὰ τέκνα. (414, 599, 599, 631)
memorial-name: ΜΕΛΠΟΜΕΝΗΣ ΚΑΙ ΚΥΡΙΑΚΟΥ ΡΟΥΣΣΑ (623, 899, 776, 921)
section-text: Ὁ κ. Ἰωάννης Γρ. Σπανόδημος καὶ ἡ δεσποινὶς ἐδήλωσαν ἀρραβωνισθέντες εἰς Ἀθήνας. (10, 73, 201, 94)
wedding-item: Ὁ ΠΑΝΑΓΙΩΤΗΣ ΜΕΓΑΛΟΣ τοῦ Ἰωάννου καὶ ἡ ΕΥΑΓΓΕΛΙΑ ΧΑΤΖΗ, κάτοικοι Καλαμαριᾶς, μέλλουν νὰ τελέσουν γάμον. (10, 590, 201, 622)
bank-meeting-text: ΑΘΗΝΑΙ, 23. — Σήμερον συνέρχεται ἡ γενικὴ συνέλευσις τῶν μετόχων τῆς Ἐθνικῆς Τραπέζης τῆς Ἑλλάδος. (1379, 1380, 1582, 1413)
column-social (10, 10, 201, 2304)
province-item: ΚΑΣΤΟΡΙΑ — ΟΡΦΕΥΣ: «Τρομερό» (223, 1403, 360, 1413)
wedding-item: Ὁ ΑΓΓΕΛΑΚΟΣ ΜΑΝΕΣ τοῦ Ἰωάννου καὶ ἡ ΧΡΙΣΤΙΝΑ ΖΑΦΕΙΡΟΠΟΥΛΟΥ, κάτοικοι Θεσσαλονίκης, μέλλουν νὰ τελέσουν γάμον. (10, 554, 201, 586)
china-text-b: Αἱ ἰδίαι πηγαὶ ἀναφέρουν ὅτι αἱ πυρηνικαὶ δοκιμαὶ τῆς Κίνας εὑρίσκονται εἰς προχωρημένον στάδιον καὶ ὅτι τὸ πρόγραμμα πυραύλων ἐπιταχύνεται. Οἱ εἰδικοὶ ἐκτιμοῦν ὅτι ἡ ἐκτόξευσις δύναται νὰ πραγματοποιηθῇ ἐντὸς τοῦ τρέχοντος ἔτους. (1186, 172, 1368, 238)
memorial-name: ΑΝΤΩΝΙΟΥ ΔΗΜΑΚΟΠΟΥΛΟΥ (434, 1001, 579, 1012)
memorial-text: Τελοῦμεν αὔριον 9.30 π.μ. εἰς τὸν ἱερὸν ναὸν Ἁγίου Νικολάου ἐξάμηνον μνημόσυνον. Οἱ συγγενεῖς. (414, 1119, 599, 1151)
memorial-text: Τελοῦμεν αὔριον 9 π.μ. εἰς τὸν ἱερὸν ναὸν Ἁγίου Γρηγορίου μνημόσυνον. Τὰ τέκνα. (414, 1083, 599, 1104)
plane-crash-title: ΣΤΡΑΤΙΩΤΙΚΟΝ ΑΕΡΟΠΛΑΝΟΝ ΣΥΝΕΤΡΙΒΗ ΕΠΙ ΠΟΛΥΚΑΤΟΙΚΙΑΣ (806, 13, 981, 55)
alaska-title: ΕΠΤΑ ΝΕΟΙ ΣΕΙΣΜΟΙ ΕΙΣ ΤΗΝ ΑΛΑΣΚΑΝ (810, 957, 977, 986)
memorial-name: ΧΡΗΣΤΟΥ ΒΑΣΙΛΕΙΟΥ (453, 448, 560, 459)
memorial-text: Τελοῦμεν αὔριον 9 π.μ. εἰς τὸν ἱερὸν ναὸν Ἁγίου Δημητρίου μνημόσυνον. Τὰ τέκνα, τὰ ἐγγόνια. (414, 940, 599, 961)
books-title: «Ἡ Ψηλίβερις ζωή» (650, 2088, 749, 2103)
wedding-item: Ὁ ΝΙΚΟΛΑΟΣ ΠΕΤΡΟΓΙΑΝΝΗΣ τοῦ Θεοδώρου καὶ ἡ ΜΑΡΙΑ ΠΕΤΑΛΗ, κάτοικοι Θεσσαλονίκης, μέλλουν νὰ τελέσουν γάμον. (10, 662, 201, 693)
otc-title: Αἱ κατακυρώσεις διὰ τὰ νέα ὑπαίθρια τοῦ ΟΤΕ (615, 1933, 784, 1963)
memorial-text: Τελοῦμεν αὔριον 9 π.μ. εἰς τὸν ἱερὸν ναὸν Ἁγίου Δημητρίου ἐξάμηνον μνημόσυνον. Οἱ συγγενεῖς. (414, 516, 599, 537)
photo-caption: Ἀναμνηστικὴ φωτογραφία κατὰ τὴν τελετὴν ὁρκωμοσίας τῶν νέων πτυχιούχων τῆς Φυσικομαθηματικῆς Σχολῆς τοῦ Πανεπιστημίου. (414, 334, 792, 356)
memorial-text: Τελοῦμεν αὔριον 10 π.μ. εἰς τὸν ἱερὸν ναὸν Ἁγίας Σοφίας ἐτήσιον μνημόσυνον. Ἡ σύζυγος, τὰ τέκνα, τὰ ἐγγόνια. (414, 552, 599, 584)
memorial-text: Τελοῦμεν αὔριον 9 π.μ. εἰς τὸν ἱερὸν ναὸν Ἁγίου Ἀντωνίου μνημόσυνον. Ἡ σύζυγος, τὰ τέκνα. (414, 1012, 599, 1033)
announcements-title: Εὐιλάσια (215, 610, 402, 640)
serial-title: Η ΤΕΛΕΥΤΑΙΑ ΜΑΧΗ (802, 1098, 1368, 1157)
wedding-item: Ὁ ΕΜΜΑΝΟΥΗΛ ΓΕΩΡΓΙΟΥ τοῦ Κωνσταντίνου καὶ ἡ ΕΛΕΝΗ ΠΑΠΑΔΟΠΟΥΛΟΥ, γεννηθέντες εἰς Θεσσαλονίκην, μέλλουν νὰ τελέσουν γάμον ἐν τῇ πόλει ταύτῃ. (10, 461, 201, 503)
memorial-name: ΙΩΑΚΕΙΜ ΧΑΤΖΗΛΑΖΑΡΟΥ (440, 588, 573, 599)
memorial-text: Τελοῦμεν αὔριον 10 π.μ. εἰς τὸν ἱερὸν ναὸν Ὑπαπαντῆς ἐτήσιον μνημόσυνον. Οἱ οἰκεῖοι. (607, 505, 792, 526)
plane-crash-sub: ΔΕΚΑ ΟΙ ΝΕΚΡΟΙ (848, 59, 939, 72)
memorials-list-b (607, 448, 792, 1711)
programme-a-text: 6.30 Ἑλληνικὸν πρωϊνὸν πρόγραμμα. 6.55 Τοπικὰ νέα. 7 Εἰδήσεις. 7.15 Ἐλαφρὰ μουσική. 7.50 Ἡ ἐπιχείρησις τῶν ἔλαιων. 8 Εἰδήσεις. 8.10 Ἑλληνικὰ τραγούδια. 9 Μουσικὴ δωματίου. 10 Εἰδήσεις. 11 Παιδικὴ ὥρα. 12 Ἑλληνικὰ τραγούδια. 12.45 Ἀνακοινώσεις. 13 Εἰδήσεις. 14.30 Δημοτικὰ τραγούδια. 16 Ἐλαφρὰ μουσική. 17.30 Ἡ ὥρα τοῦ ἀγρότου. 18 Εἰδήσεις. 19.30 Συναυλία. 20.15 Θέατρον. 21 Εἰδήσεις. 22.30 Μουσικὴ χοροῦ. 23 Δελτίον εἰδήσεων. (215, 77, 402, 185)
germany-story (996, 440, 1368, 848)
radio-title: Τὸ ραδιόφωνον (215, 14, 402, 45)
knife-title: ΤΟΝ ΕΤΡΑΥΜΑΤΙΣΕ ΔΙΑ ΜΑΧΑΙΡΑΣ ΕΙΣ ΦΙΛΟΝΙΚΕΙΑΝ (1381, 1747, 1580, 1776)
trial-title: ΤΗΝ 13ΗΝ ΙΟΥΛΙΟΥ ΘΑ ΔΙΚΑΣΘΗ Ο ΔΟΛΟΦΟΝΟΣ ΘΥΡΩΡΟΣ (1380, 655, 1581, 683)
cinema-sub: ΣΥΝΕΧΕΙΑ ΕΚ ΤΗΣ 2ΑΣ ΣΕΛ. (36, 1276, 175, 1288)
province-item: ΔΡΑΜΑ — ΑΣΤΕΡΙΑ: «Τὸ μεγάλο κάλεσμα» (223, 1319, 387, 1329)
china-text-a: ΟΥΑΣΙΓΚΤΩΝ, 24 (Τὸ ἀν.). — Ἡ Κίνα, ἐνδέχεται, νὰ προβῇ ἐντὸς ὀλίγου εἰς τὴν ἐκτόξευσιν πυραύλου ἱκανοῦ νὰ διασχίσῃ ἠπείρους. Ἡ ἀνακοίνωσις προκάλεσε ζωηρὰν ἀνησυχίαν εἰς τοὺς κυβερνητικοὺς κύκλους τῶν Ἠνωμένων Πολιτειῶν, οἱ ὁποῖοι παρακολουθοῦν μὲ προσοχὴν τὰς ἐξελίξεις. (996, 172, 1178, 249)
province-item: ΚΑΠΡΙΝΗ: «Οἱ δυστυχεῖς τῆς χαρᾶς» (223, 1263, 359, 1273)
pope-title: Ο ΠΑΠΑΣ ΕΜΜΕΝΕΙ ΕΙΣ ΤΗΝ ΑΓΑΜΙΑΝ ΤΩΝ ΙΕΡΕΩΝ (1399, 1014, 1562, 1043)
column-radio (215, 10, 402, 2304)
memorial-text: Τελοῦμεν αὔριον 9.30 π.μ. εἰς τὸν ἱερὸν ναὸν Ἁγίας Αἰκατερίνης μνημόσυνον. Ἡ σύζυγος, τὰ τέκνα. (607, 577, 792, 609)
serial-author: ΚΟΡΝΗΛΙΟΥΣ ΡΑΪΑΝ (1024, 1079, 1146, 1093)
serial-heading-1: Τὸν καλεῖ ὁ Χίτλερ (839, 1500, 948, 1516)
section-title: Νέοι ἐπιστήμονες (10, 135, 97, 149)
wedding-item: Ὁ ΔΗΜΗΤΡΙΟΣ ΠΑΠΑΔΗΜΗΤΡΙΟΥ καὶ ἡ ΑΙΚΑΤΕΡΙΝΗ ΣΤΑΥΡΟΥ, κάτοικοι Νεαπόλεως, μέλλουν νὰ τελέσουν γάμον ἐν τῷ Ἱερῷ Ναῷ Ἁγίου Νικολάου. (10, 507, 201, 550)
memorial-text: Τελοῦμεν αὔριον 9 π.μ. εἰς τὸν ἱερὸν ναὸν Ἁγίας Σοφίας μνημόσυνον. Τὰ τέκνα. (607, 921, 792, 942)
photo-block (414, 10, 792, 398)
serial-text-4: ΚΑΙ ὁ Γιὸλντ, ἀρχηγὸς τοῦ ἐπιτελείου, ἐγνώριζεν ὅτι ὁ πόλεμος εἶχε χαθῇ. Ἐν τούτοις ἐξηκολούθει νὰ ἐκδίδῃ διαταγὰς σύμφωνα μὲ τὰς ἐπιθυμίας τοῦ Φύρερ. Ἡ κατάστασις ἐγίνετο ἀπελπιστικὴ ἀπὸ ὥρας εἰς ὥραν. (993, 1218, 1176, 1272)
memorial-text: Τελοῦμεν αὔριον 9.30 π.μ. εἰς τὸν ἱερὸν ναὸν Ἁγίου Γεωργίου μνημόσυνον. Οἱ συγγενεῖς. (607, 731, 792, 752)
helicopter-sub: 13 ΟΙ ΤΡΑΥΜΑΤΙΑΙ (1433, 98, 1528, 111)
germany-text-a: ΝΤΟΡΤΜΟΥΝΤ, 24 (Γερμ. Πρακτ.). — Ἡ διεθνὴς ἔκθεσις εὐθέος θὰ λάβῃ χώραν ἐφέτος μὲ τὴν συμμετοχὴν πολλῶν χωρῶν. Ἡ ἔκθεσις θὰ περιλαμβάνῃ ὅλας τὰς τελευταίας ἐξελίξεις τῆς τεχνικῆς καὶ θὰ διαρκέσῃ ἐπὶ δεκαπενθήμερον. (996, 569, 1178, 624)
memorial-text: Τελοῦμεν αὔριον 10 π.μ. εἰς τὸν ἱερὸν ναὸν Ἁγίου Γεωργίου μνημόσυνον. Ἡ οἰκογένεια. (607, 803, 792, 824)
memorial-text: Τελοῦμεν αὔριον 9 π.μ. εἰς τὸν ἱερὸν ναὸν Ἁγίων Ἀποστόλων μνημόσυνον. Ὁ σύζυγος, τὰ τέκνα. (414, 869, 599, 889)
